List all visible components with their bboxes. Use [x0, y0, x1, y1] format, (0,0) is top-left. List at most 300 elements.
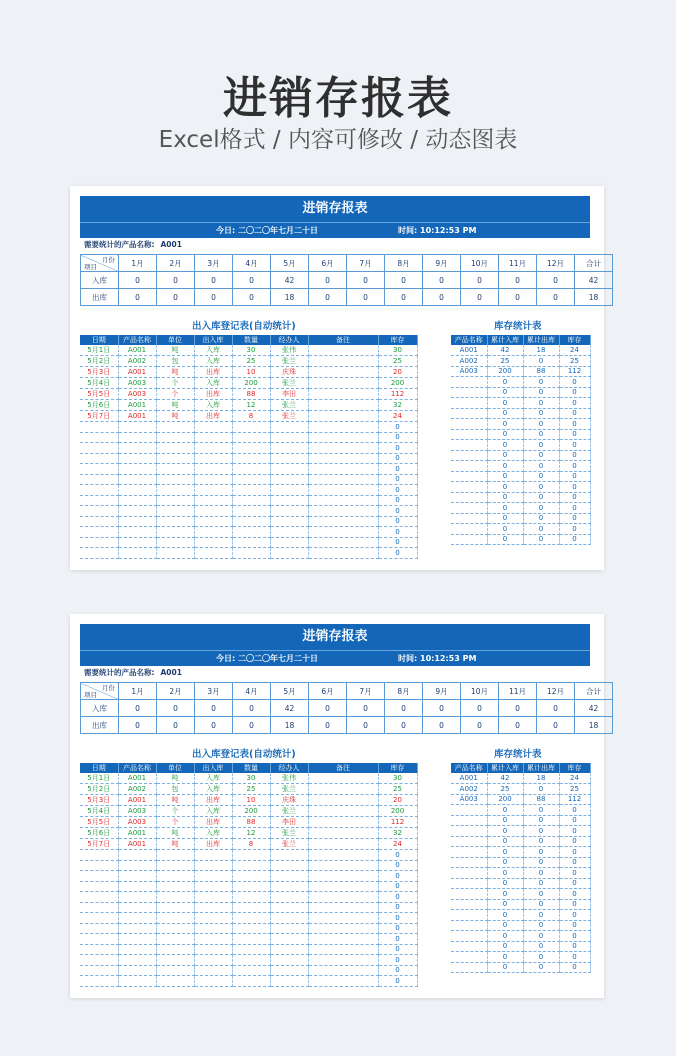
monthly-cell[interactable]: 0	[537, 289, 575, 306]
monthly-cell[interactable]: 0	[347, 717, 385, 734]
register-cell[interactable]: 200	[232, 378, 270, 389]
register-cell[interactable]	[270, 443, 308, 454]
register-cell[interactable]	[80, 881, 118, 892]
register-cell[interactable]: A001	[118, 345, 156, 356]
register-cell[interactable]	[194, 495, 232, 506]
register-cell[interactable]	[308, 453, 378, 464]
register-cell[interactable]	[270, 527, 308, 538]
register-cell[interactable]: 出库	[194, 411, 232, 422]
register-cell[interactable]	[270, 923, 308, 934]
register-cell[interactable]	[80, 537, 118, 548]
monthly-cell[interactable]: 0	[195, 717, 233, 734]
monthly-cell[interactable]: 18	[575, 289, 613, 306]
register-cell[interactable]	[232, 443, 270, 454]
register-cell[interactable]: 入库	[194, 378, 232, 389]
register-cell[interactable]	[232, 976, 270, 987]
register-cell[interactable]: 200	[232, 806, 270, 817]
register-cell[interactable]	[232, 506, 270, 517]
register-cell[interactable]	[80, 913, 118, 924]
register-cell[interactable]	[270, 913, 308, 924]
inventory-cell[interactable]	[451, 534, 487, 545]
register-cell[interactable]	[232, 871, 270, 882]
register-cell[interactable]: 入库	[194, 806, 232, 817]
register-cell[interactable]	[156, 923, 194, 934]
register-cell[interactable]: 入库	[194, 828, 232, 839]
register-cell[interactable]	[156, 443, 194, 454]
inventory-cell[interactable]	[451, 513, 487, 524]
register-cell[interactable]	[194, 860, 232, 871]
register-cell[interactable]	[308, 378, 378, 389]
register-cell[interactable]: 个	[156, 806, 194, 817]
monthly-cell[interactable]: 0	[309, 700, 347, 717]
register-cell[interactable]: 吨	[156, 839, 194, 850]
inventory-cell[interactable]	[451, 941, 487, 952]
monthly-cell[interactable]: 0	[499, 700, 537, 717]
register-cell[interactable]	[156, 881, 194, 892]
register-cell[interactable]	[156, 453, 194, 464]
register-cell[interactable]	[194, 976, 232, 987]
register-cell[interactable]	[270, 850, 308, 861]
inventory-cell[interactable]: A003	[451, 794, 487, 805]
monthly-cell[interactable]: 0	[347, 700, 385, 717]
inventory-cell[interactable]	[451, 482, 487, 493]
inventory-cell[interactable]	[451, 857, 487, 868]
register-cell[interactable]	[156, 871, 194, 882]
register-cell[interactable]	[270, 976, 308, 987]
inventory-cell[interactable]	[451, 910, 487, 921]
register-cell[interactable]	[308, 934, 378, 945]
monthly-cell[interactable]: 0	[499, 272, 537, 289]
register-cell[interactable]	[308, 367, 378, 378]
register-cell[interactable]	[308, 965, 378, 976]
register-cell[interactable]	[194, 527, 232, 538]
register-cell[interactable]: 张兰	[270, 839, 308, 850]
inventory-cell[interactable]	[451, 920, 487, 931]
register-cell[interactable]	[118, 944, 156, 955]
register-cell[interactable]: 25	[232, 356, 270, 367]
register-cell[interactable]	[232, 892, 270, 903]
inventory-cell[interactable]	[451, 899, 487, 910]
monthly-cell[interactable]: 0	[195, 700, 233, 717]
monthly-cell[interactable]: 0	[233, 272, 271, 289]
register-cell[interactable]	[80, 850, 118, 861]
register-cell[interactable]	[232, 474, 270, 485]
register-cell[interactable]	[270, 860, 308, 871]
register-cell[interactable]	[194, 871, 232, 882]
register-cell[interactable]	[194, 881, 232, 892]
register-cell[interactable]	[80, 902, 118, 913]
register-cell[interactable]	[270, 944, 308, 955]
monthly-cell[interactable]: 0	[423, 289, 461, 306]
register-cell[interactable]	[156, 976, 194, 987]
register-cell[interactable]	[194, 516, 232, 527]
inventory-cell[interactable]	[451, 398, 487, 409]
inventory-cell[interactable]	[451, 471, 487, 482]
register-cell[interactable]	[232, 860, 270, 871]
register-cell[interactable]: 10	[232, 367, 270, 378]
monthly-cell[interactable]: 0	[423, 700, 461, 717]
monthly-cell[interactable]: 0	[233, 700, 271, 717]
inventory-cell[interactable]: A001	[451, 345, 487, 356]
monthly-cell[interactable]: 0	[347, 289, 385, 306]
register-cell[interactable]: 李田	[270, 817, 308, 828]
monthly-cell[interactable]: 0	[157, 700, 195, 717]
register-cell[interactable]	[232, 432, 270, 443]
register-cell[interactable]	[80, 527, 118, 538]
inventory-cell[interactable]	[451, 952, 487, 963]
register-cell[interactable]	[194, 443, 232, 454]
monthly-cell[interactable]: 0	[119, 272, 157, 289]
monthly-cell[interactable]: 18	[575, 717, 613, 734]
monthly-cell[interactable]: 0	[385, 700, 423, 717]
register-cell[interactable]	[156, 422, 194, 433]
monthly-cell[interactable]: 0	[195, 272, 233, 289]
register-cell[interactable]	[308, 400, 378, 411]
monthly-cell[interactable]: 0	[309, 717, 347, 734]
register-cell[interactable]	[194, 913, 232, 924]
register-cell[interactable]: 5月5日	[80, 817, 118, 828]
register-cell[interactable]	[194, 548, 232, 559]
register-cell[interactable]	[118, 871, 156, 882]
register-cell[interactable]	[156, 934, 194, 945]
register-cell[interactable]	[118, 548, 156, 559]
register-cell[interactable]: 5月2日	[80, 784, 118, 795]
inventory-cell[interactable]	[451, 962, 487, 973]
register-cell[interactable]	[308, 485, 378, 496]
monthly-cell[interactable]: 0	[157, 717, 195, 734]
register-cell[interactable]: 张兰	[270, 400, 308, 411]
register-cell[interactable]	[308, 537, 378, 548]
register-cell[interactable]: A002	[118, 356, 156, 367]
register-cell[interactable]: A002	[118, 784, 156, 795]
register-cell[interactable]: 入库	[194, 784, 232, 795]
register-cell[interactable]	[232, 913, 270, 924]
register-cell[interactable]: A003	[118, 378, 156, 389]
register-cell[interactable]	[118, 495, 156, 506]
monthly-cell[interactable]: 0	[461, 272, 499, 289]
register-cell[interactable]	[270, 955, 308, 966]
register-cell[interactable]	[308, 881, 378, 892]
register-cell[interactable]	[118, 934, 156, 945]
register-cell[interactable]: A001	[118, 773, 156, 784]
register-cell[interactable]: 吨	[156, 773, 194, 784]
register-cell[interactable]	[80, 495, 118, 506]
register-cell[interactable]: A001	[118, 400, 156, 411]
register-cell[interactable]	[270, 965, 308, 976]
register-cell[interactable]	[156, 527, 194, 538]
register-cell[interactable]	[156, 902, 194, 913]
monthly-cell[interactable]: 0	[385, 289, 423, 306]
register-cell[interactable]	[156, 965, 194, 976]
register-cell[interactable]	[194, 892, 232, 903]
register-cell[interactable]: 吨	[156, 345, 194, 356]
register-cell[interactable]	[80, 860, 118, 871]
register-cell[interactable]: A001	[118, 839, 156, 850]
register-cell[interactable]	[118, 850, 156, 861]
register-cell[interactable]: 25	[232, 784, 270, 795]
register-cell[interactable]: 出库	[194, 817, 232, 828]
register-cell[interactable]	[270, 934, 308, 945]
register-cell[interactable]	[308, 345, 378, 356]
register-cell[interactable]	[308, 860, 378, 871]
register-cell[interactable]	[194, 944, 232, 955]
register-cell[interactable]	[308, 828, 378, 839]
register-cell[interactable]	[270, 432, 308, 443]
inventory-cell[interactable]: A003	[451, 366, 487, 377]
register-cell[interactable]	[156, 474, 194, 485]
register-cell[interactable]	[308, 784, 378, 795]
register-cell[interactable]	[194, 902, 232, 913]
register-cell[interactable]	[308, 871, 378, 882]
register-cell[interactable]	[118, 892, 156, 903]
register-cell[interactable]	[80, 944, 118, 955]
register-cell[interactable]	[80, 506, 118, 517]
register-cell[interactable]: 88	[232, 817, 270, 828]
register-cell[interactable]	[118, 923, 156, 934]
register-cell[interactable]	[270, 464, 308, 475]
register-cell[interactable]	[118, 485, 156, 496]
monthly-cell[interactable]: 0	[195, 289, 233, 306]
inventory-cell[interactable]	[451, 878, 487, 889]
register-cell[interactable]	[232, 902, 270, 913]
inventory-cell[interactable]	[451, 931, 487, 942]
register-cell[interactable]	[232, 881, 270, 892]
register-cell[interactable]	[308, 548, 378, 559]
register-cell[interactable]: 5月5日	[80, 389, 118, 400]
register-cell[interactable]	[156, 892, 194, 903]
register-cell[interactable]: 吨	[156, 367, 194, 378]
register-cell[interactable]	[80, 871, 118, 882]
register-cell[interactable]	[118, 965, 156, 976]
register-cell[interactable]	[308, 411, 378, 422]
register-cell[interactable]	[270, 548, 308, 559]
register-cell[interactable]	[80, 464, 118, 475]
register-cell[interactable]	[232, 464, 270, 475]
register-cell[interactable]	[270, 871, 308, 882]
monthly-cell[interactable]: 0	[537, 700, 575, 717]
register-cell[interactable]	[308, 432, 378, 443]
register-cell[interactable]	[80, 548, 118, 559]
register-cell[interactable]	[270, 516, 308, 527]
register-cell[interactable]	[308, 443, 378, 454]
register-cell[interactable]: 张兰	[270, 411, 308, 422]
inventory-cell[interactable]	[451, 524, 487, 535]
inventory-cell[interactable]	[451, 408, 487, 419]
register-cell[interactable]: 88	[232, 389, 270, 400]
register-cell[interactable]	[308, 944, 378, 955]
register-cell[interactable]	[308, 806, 378, 817]
register-cell[interactable]	[156, 913, 194, 924]
inventory-cell[interactable]	[451, 377, 487, 388]
register-cell[interactable]: A001	[118, 411, 156, 422]
register-cell[interactable]	[308, 356, 378, 367]
register-cell[interactable]: 5月7日	[80, 411, 118, 422]
register-cell[interactable]	[308, 506, 378, 517]
register-cell[interactable]	[194, 955, 232, 966]
register-cell[interactable]	[194, 506, 232, 517]
register-cell[interactable]: 吨	[156, 400, 194, 411]
register-cell[interactable]	[194, 464, 232, 475]
register-cell[interactable]	[118, 913, 156, 924]
register-cell[interactable]: 5月1日	[80, 773, 118, 784]
register-cell[interactable]	[118, 474, 156, 485]
register-cell[interactable]	[232, 934, 270, 945]
register-cell[interactable]: 5月4日	[80, 806, 118, 817]
register-cell[interactable]: A001	[118, 828, 156, 839]
register-cell[interactable]: 张兰	[270, 784, 308, 795]
monthly-cell[interactable]: 0	[119, 289, 157, 306]
register-cell[interactable]	[232, 485, 270, 496]
register-cell[interactable]	[232, 944, 270, 955]
register-cell[interactable]	[270, 537, 308, 548]
register-cell[interactable]	[308, 892, 378, 903]
register-cell[interactable]: 张伟	[270, 773, 308, 784]
register-cell[interactable]	[308, 913, 378, 924]
register-cell[interactable]	[194, 965, 232, 976]
register-cell[interactable]: 30	[232, 345, 270, 356]
register-cell[interactable]	[308, 495, 378, 506]
register-cell[interactable]: 5月7日	[80, 839, 118, 850]
inventory-cell[interactable]: A002	[451, 356, 487, 367]
register-cell[interactable]	[308, 474, 378, 485]
inventory-cell[interactable]	[451, 387, 487, 398]
register-cell[interactable]	[270, 506, 308, 517]
monthly-cell[interactable]: 42	[271, 272, 309, 289]
inventory-cell[interactable]	[451, 503, 487, 514]
register-cell[interactable]: 个	[156, 389, 194, 400]
inventory-cell[interactable]	[451, 492, 487, 503]
register-cell[interactable]	[80, 892, 118, 903]
inventory-cell[interactable]	[451, 461, 487, 472]
inventory-cell[interactable]	[451, 826, 487, 837]
register-cell[interactable]: A001	[118, 795, 156, 806]
monthly-cell[interactable]: 0	[423, 717, 461, 734]
register-cell[interactable]: 30	[232, 773, 270, 784]
register-cell[interactable]	[118, 976, 156, 987]
register-cell[interactable]	[80, 485, 118, 496]
register-cell[interactable]	[118, 422, 156, 433]
inventory-cell[interactable]	[451, 419, 487, 430]
register-cell[interactable]	[270, 892, 308, 903]
register-cell[interactable]	[308, 839, 378, 850]
register-cell[interactable]	[118, 902, 156, 913]
register-cell[interactable]: 12	[232, 828, 270, 839]
register-cell[interactable]	[194, 850, 232, 861]
monthly-cell[interactable]: 0	[119, 717, 157, 734]
register-cell[interactable]	[232, 527, 270, 538]
monthly-cell[interactable]: 42	[575, 272, 613, 289]
register-cell[interactable]: A003	[118, 817, 156, 828]
register-cell[interactable]: 5月2日	[80, 356, 118, 367]
inventory-cell[interactable]	[451, 836, 487, 847]
register-cell[interactable]	[308, 850, 378, 861]
monthly-cell[interactable]: 0	[385, 272, 423, 289]
monthly-cell[interactable]: 0	[233, 717, 271, 734]
monthly-cell[interactable]: 0	[499, 289, 537, 306]
product-value[interactable]: A001	[160, 668, 182, 677]
monthly-cell[interactable]: 18	[271, 289, 309, 306]
register-cell[interactable]	[232, 516, 270, 527]
monthly-cell[interactable]: 0	[461, 700, 499, 717]
register-cell[interactable]: 出库	[194, 389, 232, 400]
register-cell[interactable]: 个	[156, 378, 194, 389]
register-cell[interactable]	[194, 422, 232, 433]
register-cell[interactable]	[194, 453, 232, 464]
register-cell[interactable]	[80, 453, 118, 464]
register-cell[interactable]	[118, 527, 156, 538]
register-cell[interactable]	[80, 976, 118, 987]
register-cell[interactable]	[118, 443, 156, 454]
register-cell[interactable]	[118, 464, 156, 475]
register-cell[interactable]	[270, 422, 308, 433]
register-cell[interactable]	[308, 795, 378, 806]
register-cell[interactable]	[80, 474, 118, 485]
register-cell[interactable]	[156, 485, 194, 496]
register-cell[interactable]	[232, 537, 270, 548]
monthly-cell[interactable]: 0	[233, 289, 271, 306]
register-cell[interactable]: 5月4日	[80, 378, 118, 389]
register-cell[interactable]: 张兰	[270, 378, 308, 389]
register-cell[interactable]	[270, 495, 308, 506]
register-cell[interactable]: 5月6日	[80, 828, 118, 839]
monthly-cell[interactable]: 0	[309, 289, 347, 306]
register-cell[interactable]: 个	[156, 817, 194, 828]
register-cell[interactable]	[118, 516, 156, 527]
monthly-cell[interactable]: 18	[271, 717, 309, 734]
monthly-cell[interactable]: 0	[347, 272, 385, 289]
register-cell[interactable]	[118, 537, 156, 548]
monthly-cell[interactable]: 0	[119, 700, 157, 717]
register-cell[interactable]	[270, 902, 308, 913]
register-cell[interactable]	[232, 955, 270, 966]
register-cell[interactable]	[80, 965, 118, 976]
register-cell[interactable]: 入库	[194, 400, 232, 411]
register-cell[interactable]	[156, 506, 194, 517]
register-cell[interactable]: 张伟	[270, 345, 308, 356]
register-cell[interactable]: 庆珠	[270, 795, 308, 806]
monthly-cell[interactable]: 42	[575, 700, 613, 717]
register-cell[interactable]	[156, 464, 194, 475]
register-cell[interactable]	[194, 923, 232, 934]
register-cell[interactable]	[308, 422, 378, 433]
register-cell[interactable]: 出库	[194, 795, 232, 806]
register-cell[interactable]	[308, 389, 378, 400]
register-cell[interactable]: 5月1日	[80, 345, 118, 356]
inventory-cell[interactable]: A002	[451, 784, 487, 795]
register-cell[interactable]	[156, 432, 194, 443]
monthly-cell[interactable]: 0	[157, 272, 195, 289]
register-cell[interactable]	[232, 548, 270, 559]
register-cell[interactable]: 入库	[194, 345, 232, 356]
register-cell[interactable]	[232, 422, 270, 433]
register-cell[interactable]	[80, 516, 118, 527]
register-cell[interactable]	[80, 955, 118, 966]
register-cell[interactable]	[80, 443, 118, 454]
register-cell[interactable]	[308, 817, 378, 828]
register-cell[interactable]	[194, 934, 232, 945]
register-cell[interactable]	[118, 955, 156, 966]
inventory-cell[interactable]	[451, 815, 487, 826]
register-cell[interactable]: 庆珠	[270, 367, 308, 378]
monthly-cell[interactable]: 0	[461, 289, 499, 306]
register-cell[interactable]	[308, 464, 378, 475]
register-cell[interactable]	[308, 902, 378, 913]
register-cell[interactable]	[232, 453, 270, 464]
monthly-cell[interactable]: 42	[271, 700, 309, 717]
register-cell[interactable]	[80, 432, 118, 443]
register-cell[interactable]	[194, 537, 232, 548]
register-cell[interactable]	[308, 516, 378, 527]
